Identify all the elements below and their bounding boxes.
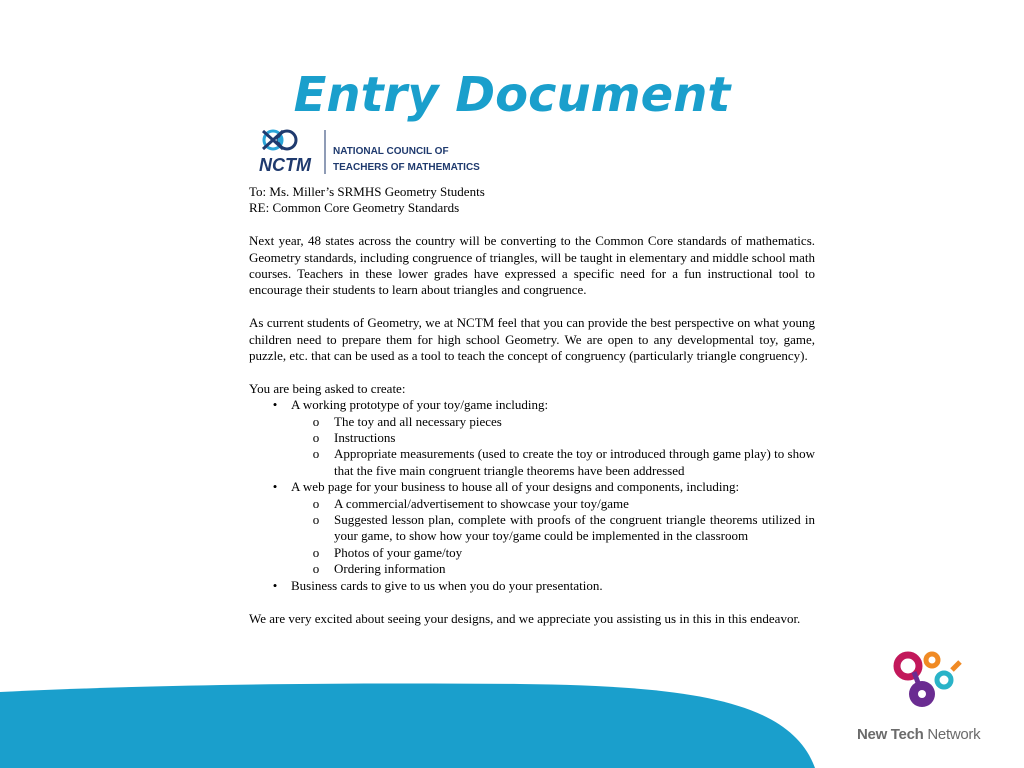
- nctm-name-line2: TEACHERS OF MATHEMATICS: [333, 162, 480, 173]
- list-item: [249, 545, 815, 561]
- nctm-emblem-icon: [263, 131, 296, 149]
- letter-body: [249, 184, 815, 627]
- letter-paragraph-2: As current students of Geometry, we at NCTM feel that you can provide the best perspective on what young children need to prepare them for high school Geometry. We are open to any developmental toy, game, puzzle, etc. that can be used as a tool to teach the concept of congruency (particularly triangle congruency).: [249, 315, 815, 364]
- deliverable-prototype: A working prototype of your toy/game including:: [291, 397, 549, 413]
- letter-paragraph-1: Next year, 48 states across the country will be converting to the Common Core standards of mathematics. Geometry standards, including congruence of triangles, will be taught in elementary and middle school math courses. Teachers in these lower grades have expressed a specific need for a fun instructional tool to encourage their students to learn about triangles and congruence.: [249, 233, 815, 298]
- sub-item-text: Ordering information: [334, 561, 446, 577]
- slide-title: Entry Document: [293, 67, 731, 123]
- sub-bullet-icon: o: [312, 495, 320, 511]
- deliverable-web-page: A web page for your business to house all of your designs and components, including:: [291, 479, 740, 495]
- new-tech-network-wordmark: [857, 726, 1007, 743]
- deliverables-list: [249, 397, 815, 594]
- sub-item-text: Suggested lesson plan, complete with proofs of the congruent triangle theorems utilized in your game, to show how your toy/game could be implemented in the classroom: [334, 512, 815, 544]
- sub-bullet-icon: o: [312, 446, 320, 462]
- list-item: [249, 512, 815, 545]
- sub-item-text: The toy and all necessary pieces: [334, 413, 502, 429]
- list-item: [249, 430, 815, 446]
- sub-item-text: Photos of your game/toy: [334, 544, 463, 560]
- sub-bullet-icon: o: [312, 561, 320, 577]
- ntn-emblem-icon: [856, 648, 1006, 728]
- letter-closing: We are very excited about seeing your designs, and we appreciate you assisting us in this in this endeavor.: [249, 610, 801, 626]
- list-item: [249, 496, 815, 512]
- bullet-icon: •: [272, 397, 278, 413]
- sub-bullet-icon: o: [312, 413, 320, 429]
- sub-item-text: A commercial/advertisement to showcase your toy/game: [334, 495, 629, 511]
- ntn-wordmark-light: Network: [923, 726, 981, 743]
- letter-to: To: Ms. Miller’s SRMHS Geometry Students: [249, 184, 485, 199]
- bullet-icon: •: [272, 479, 278, 495]
- bullet-icon: •: [272, 577, 278, 593]
- list-item: [249, 561, 815, 577]
- nctm-acronym: NCTM: [259, 155, 311, 175]
- nctm-name-line1: NATIONAL COUNCIL OF: [333, 146, 449, 157]
- sub-bullet-icon: o: [312, 430, 320, 446]
- sub-item-text: Appropriate measurements (used to create the toy or introduced through game play) to show that the five main congruent triangle theorems have been addressed: [334, 446, 815, 478]
- list-item: [249, 446, 815, 479]
- list-item: [249, 578, 815, 594]
- deliverable-business-cards: Business cards to give to us when you do your presentation.: [291, 577, 603, 593]
- sub-bullet-icon: o: [312, 544, 320, 560]
- letter-re: RE: Common Core Geometry Standards: [249, 200, 460, 216]
- nctm-logo: [257, 128, 497, 176]
- list-item: [249, 414, 815, 430]
- list-item: [249, 397, 815, 479]
- sub-item-text: Instructions: [334, 430, 396, 446]
- sub-bullet-icon: o: [312, 512, 320, 528]
- list-item: [249, 479, 815, 577]
- ask-intro: You are being asked to create:: [249, 380, 406, 396]
- ntn-wordmark-bold: New Tech: [857, 726, 924, 743]
